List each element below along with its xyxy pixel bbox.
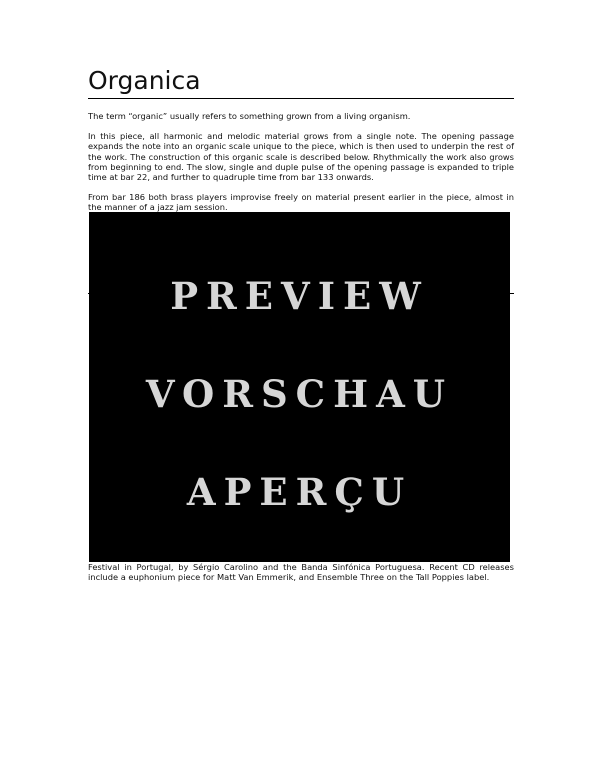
section-divider-right [510, 293, 514, 294]
biography-tail-paragraph: Festival in Portugal, by Sérgio Carolino and the Banda Sinfónica Portuguesa. Recent CD releases include a euphonium piece for Matt Van Emmerik, and Ensemble Three on the Tall Poppies label. [88, 562, 514, 583]
body-paragraph: In this piece, all harmonic and melodic material grows from a single note. The opening passage expands the note into an organic scale unique to the piece, which is then used to underpin the rest of the work. The construction of this organic scale is described below. Rhythmically the work also grows from beginning to end. The slow, single and duple pulse of the opening passage is expanded to triple time at bar 22, and further to quadruple time from bar 133 onwards. [88, 131, 514, 183]
watermark-apercu-text: APERÇU [186, 470, 413, 514]
intro-paragraph: The term “organic” usually refers to something grown from a living organism. [88, 111, 411, 121]
watermark-vorschau-text: VORSCHAU [145, 372, 454, 416]
improvisation-paragraph: From bar 186 both brass players improvise freely on material present earlier in the piece, almost in the manner of a jazz jam session. [88, 192, 514, 213]
watermark-preview-text: PREVIEW [170, 274, 429, 318]
preview-watermark [89, 212, 510, 562]
page-title: Organica [88, 66, 514, 99]
document-page [88, 66, 514, 213]
